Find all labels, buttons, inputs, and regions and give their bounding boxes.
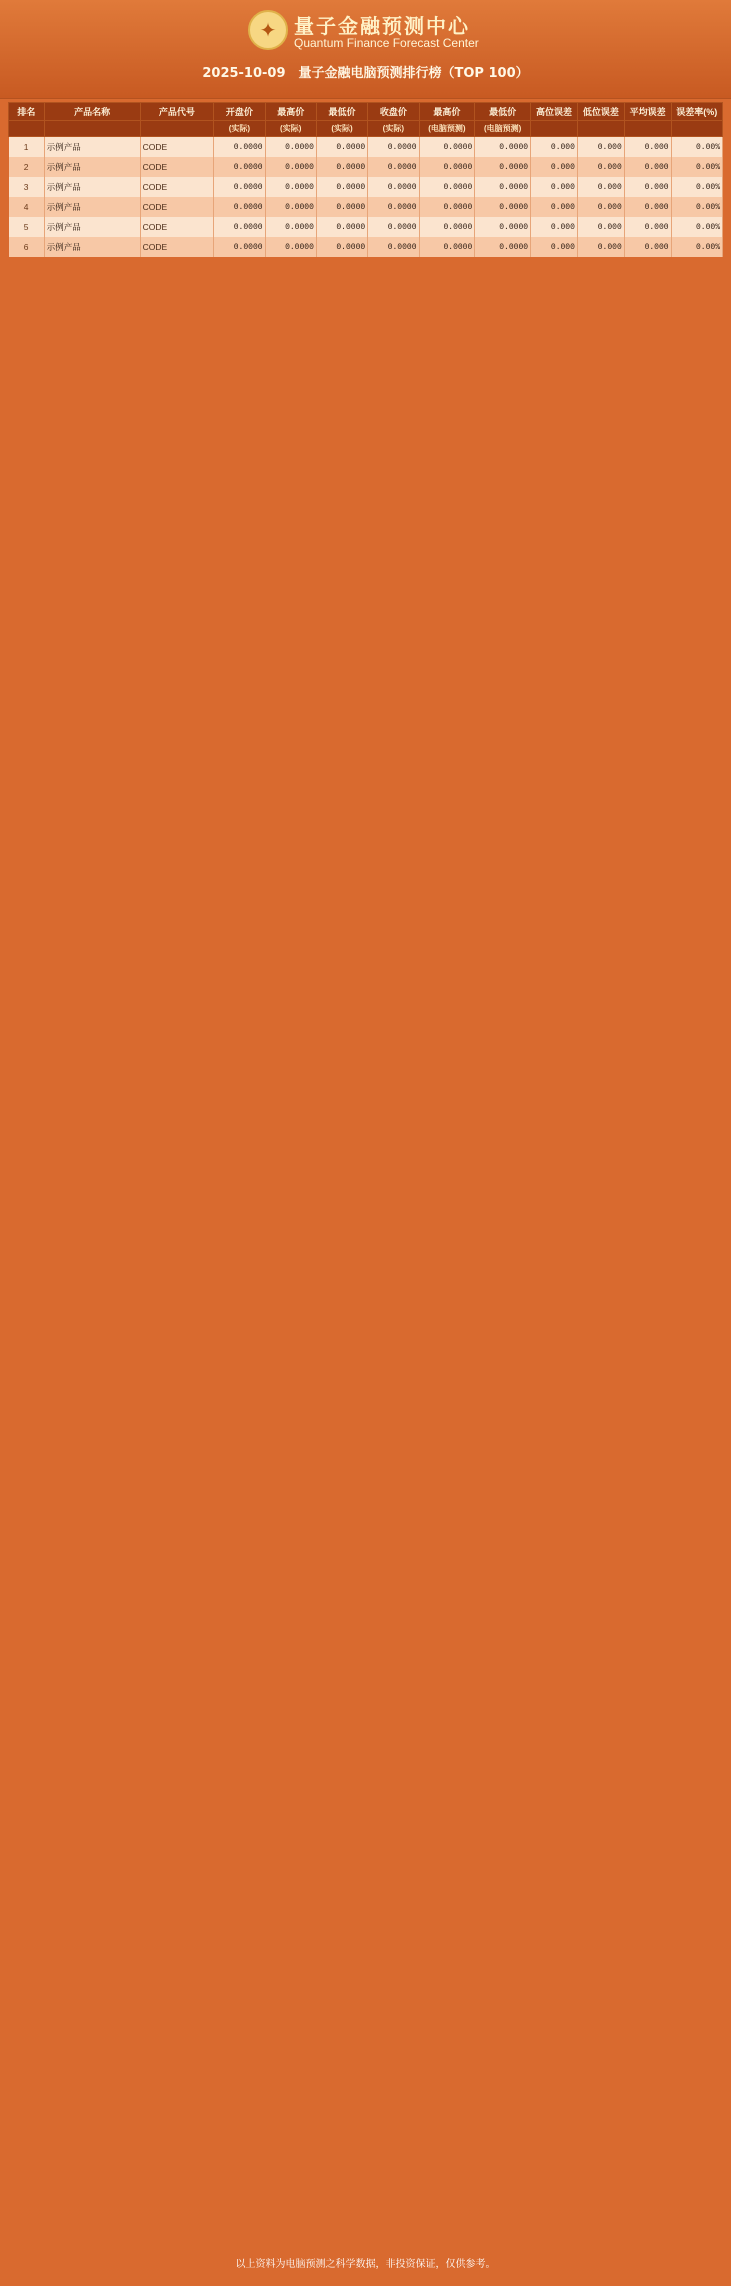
col-low-pred: 最低价 — [475, 103, 531, 121]
cell-code: CODE — [140, 137, 214, 158]
cell-err-avg: 0.000 — [624, 177, 671, 197]
cell-open: 0.0000 — [214, 217, 265, 237]
cell-close-a: 0.0000 — [368, 177, 419, 197]
cell-open: 0.0000 — [214, 197, 265, 217]
cell-high-p: 0.0000 — [419, 197, 475, 217]
sub-low-pred: (电脑预测) — [475, 121, 531, 137]
cell-err-l: 0.000 — [577, 137, 624, 158]
sub-close-actual: (实际) — [368, 121, 419, 137]
cell-low-p: 0.0000 — [475, 177, 531, 197]
cell-name: 示例产品 — [44, 177, 140, 197]
cell-code: CODE — [140, 237, 214, 257]
table-row — [9, 137, 723, 158]
sub-high-pred: (电脑预测) — [419, 121, 475, 137]
col-err-high: 高位误差 — [531, 103, 578, 121]
cell-name: 示例产品 — [44, 157, 140, 177]
cell-close-a: 0.0000 — [368, 197, 419, 217]
ranking-table — [8, 102, 723, 257]
table-row — [9, 177, 723, 197]
cell-close-a: 0.0000 — [368, 137, 419, 158]
cell-open: 0.0000 — [214, 157, 265, 177]
col-low-actual: 最低价 — [316, 103, 367, 121]
cell-open: 0.0000 — [214, 237, 265, 257]
cell-code: CODE — [140, 177, 214, 197]
cell-open: 0.0000 — [214, 137, 265, 158]
cell-name: 示例产品 — [44, 197, 140, 217]
cell-high-p: 0.0000 — [419, 237, 475, 257]
sub-rank — [9, 121, 45, 137]
sub-name — [44, 121, 140, 137]
cell-err-h: 0.000 — [531, 137, 578, 158]
col-err-low: 低位误差 — [577, 103, 624, 121]
cell-high-a: 0.0000 — [265, 177, 316, 197]
sub-err-avg — [624, 121, 671, 137]
cell-err-l: 0.000 — [577, 177, 624, 197]
cell-err-h: 0.000 — [531, 157, 578, 177]
cell-rank: 6 — [9, 237, 45, 257]
header — [0, 0, 731, 99]
col-err-rate: 误差率(%) — [671, 103, 722, 121]
cell-err-l: 0.000 — [577, 237, 624, 257]
cell-low-a: 0.0000 — [316, 137, 367, 158]
cell-err-rate: 0.00% — [671, 177, 722, 197]
cell-code: CODE — [140, 157, 214, 177]
cell-err-rate: 0.00% — [671, 217, 722, 237]
cell-low-p: 0.0000 — [475, 217, 531, 237]
cell-err-h: 0.000 — [531, 237, 578, 257]
sub-low-actual: (实际) — [316, 121, 367, 137]
sub-err-rate — [671, 121, 722, 137]
cell-err-h: 0.000 — [531, 177, 578, 197]
sub-code — [140, 121, 214, 137]
sub-err-low — [577, 121, 624, 137]
cell-err-h: 0.000 — [531, 197, 578, 217]
cell-low-p: 0.0000 — [475, 197, 531, 217]
table-body — [9, 137, 723, 258]
cell-high-p: 0.0000 — [419, 157, 475, 177]
cell-name: 示例产品 — [44, 217, 140, 237]
sub-high-actual: (实际) — [265, 121, 316, 137]
cell-err-rate: 0.00% — [671, 237, 722, 257]
col-close-actual: 收盘价 — [368, 103, 419, 121]
col-high-pred: 最高价 — [419, 103, 475, 121]
cell-err-avg: 0.000 — [624, 137, 671, 158]
cell-err-rate: 0.00% — [671, 197, 722, 217]
cell-high-a: 0.0000 — [265, 197, 316, 217]
cell-code: CODE — [140, 197, 214, 217]
cell-low-a: 0.0000 — [316, 217, 367, 237]
cell-low-a: 0.0000 — [316, 197, 367, 217]
cell-err-avg: 0.000 — [624, 197, 671, 217]
cell-err-l: 0.000 — [577, 157, 624, 177]
cell-low-p: 0.0000 — [475, 157, 531, 177]
cell-err-l: 0.000 — [577, 217, 624, 237]
cell-low-a: 0.0000 — [316, 177, 367, 197]
cell-high-a: 0.0000 — [265, 217, 316, 237]
cell-err-rate: 0.00% — [671, 137, 722, 158]
cell-low-p: 0.0000 — [475, 137, 531, 158]
cell-low-a: 0.0000 — [316, 157, 367, 177]
cell-close-a: 0.0000 — [368, 157, 419, 177]
brand-logo-icon: ✦ — [248, 10, 288, 50]
ranking-table-wrapper — [8, 102, 723, 257]
col-err-avg: 平均误差 — [624, 103, 671, 121]
cell-rank: 1 — [9, 137, 45, 158]
brand-name-cn: 量子金融预测中心 — [294, 14, 470, 38]
cell-rank: 3 — [9, 177, 45, 197]
table-subheader-row — [9, 121, 723, 137]
table-row — [9, 217, 723, 237]
col-open: 开盘价 — [214, 103, 265, 121]
cell-rank: 5 — [9, 217, 45, 237]
cell-err-avg: 0.000 — [624, 237, 671, 257]
cell-err-avg: 0.000 — [624, 217, 671, 237]
cell-high-a: 0.0000 — [265, 237, 316, 257]
table-row — [9, 237, 723, 257]
cell-rank: 2 — [9, 157, 45, 177]
cell-low-a: 0.0000 — [316, 237, 367, 257]
cell-rank: 4 — [9, 197, 45, 217]
cell-close-a: 0.0000 — [368, 237, 419, 257]
cell-open: 0.0000 — [214, 177, 265, 197]
cell-low-p: 0.0000 — [475, 237, 531, 257]
col-name: 产品名称 — [44, 103, 140, 121]
cell-high-a: 0.0000 — [265, 137, 316, 158]
cell-high-p: 0.0000 — [419, 217, 475, 237]
sub-open: (实际) — [214, 121, 265, 137]
cell-high-p: 0.0000 — [419, 177, 475, 197]
cell-err-rate: 0.00% — [671, 157, 722, 177]
cell-err-h: 0.000 — [531, 217, 578, 237]
col-high-actual: 最高价 — [265, 103, 316, 121]
cell-code: CODE — [140, 217, 214, 237]
cell-high-p: 0.0000 — [419, 137, 475, 158]
cell-err-avg: 0.000 — [624, 157, 671, 177]
cell-high-a: 0.0000 — [265, 157, 316, 177]
disclaimer: 以上资料为电脑预测之科学数据，非投资保证，仅供参考。 — [235, 2259, 496, 2270]
table-header-row — [9, 103, 723, 121]
cell-close-a: 0.0000 — [368, 217, 419, 237]
col-rank: 排名 — [9, 103, 45, 121]
brand-name-en: Quantum Finance Forecast Center — [294, 36, 479, 50]
page-title: 2025-10-09 量子金融电脑预测排行榜（TOP 100） — [202, 66, 529, 81]
sub-err-high — [531, 121, 578, 137]
cell-name: 示例产品 — [44, 237, 140, 257]
cell-err-l: 0.000 — [577, 197, 624, 217]
col-code: 产品代号 — [140, 103, 214, 121]
cell-name: 示例产品 — [44, 137, 140, 158]
table-row — [9, 157, 723, 177]
table-row — [9, 197, 723, 217]
